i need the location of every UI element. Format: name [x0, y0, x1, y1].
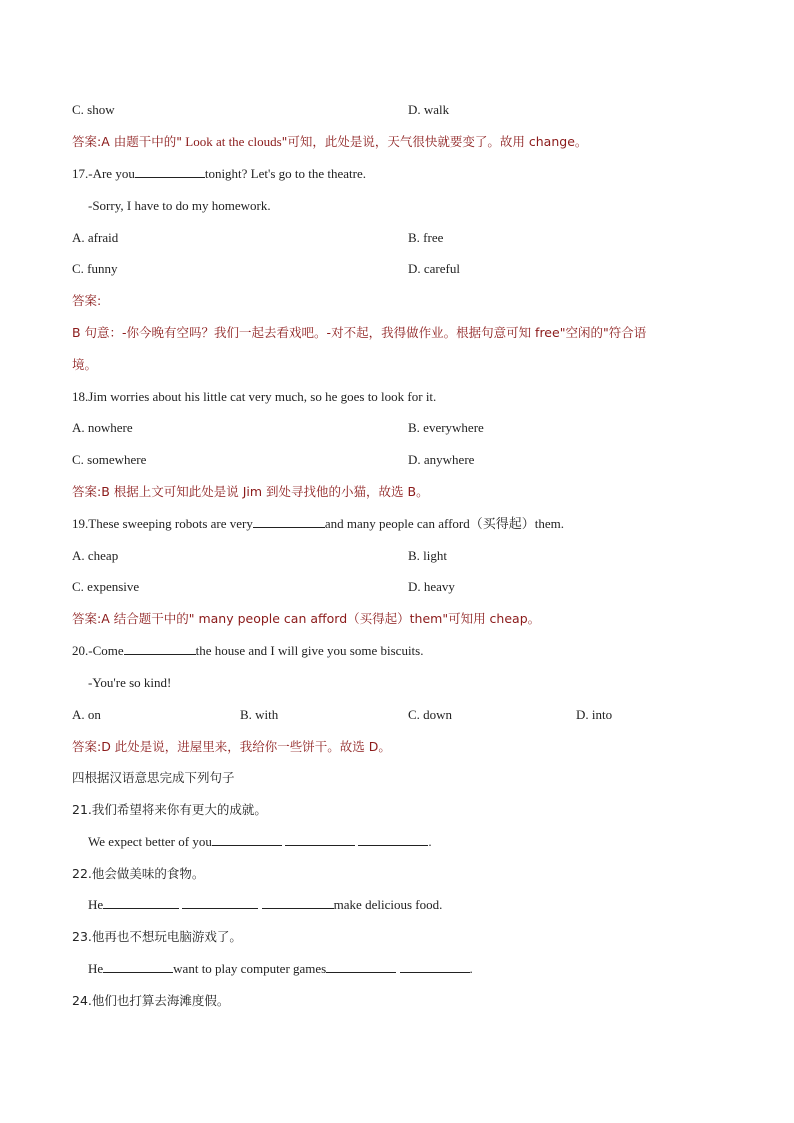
- option-d-q17: D. careful: [408, 261, 460, 276]
- option-a-q17: A. afraid: [72, 230, 119, 245]
- question-23-english: [88, 960, 473, 978]
- q17-blank: [135, 165, 205, 178]
- option-d-q18: D. anywhere: [408, 452, 475, 467]
- q17-stem-end: tonight? Let's go to the theatre.: [204, 166, 367, 181]
- option-c-q18: C. somewhere: [72, 452, 147, 467]
- question-23-chinese: 23.他再也不想玩电脑游戏了。: [72, 929, 242, 944]
- answer-q20: 答案:D 此处是说，进屋里来，我给你一些饼干。故选 D。: [72, 739, 391, 754]
- option-c-q19: C. expensive: [72, 579, 140, 594]
- question-24-chinese: 24.他们也打算去海滩度假。: [72, 993, 230, 1008]
- option-b-q19: B. light: [408, 548, 448, 563]
- question-21-chinese: 21.我们希望将来你有更大的成就。: [72, 802, 267, 817]
- q22-blank-3: [262, 896, 334, 909]
- q22-blank-1: [103, 896, 179, 909]
- question-17-stem: [72, 165, 366, 183]
- option-d-q16: D. walk: [408, 102, 450, 117]
- question-21-english: [88, 833, 432, 851]
- answer-q17-label: 答案:: [72, 293, 102, 308]
- option-a-q19: A. cheap: [72, 548, 119, 563]
- option-d-q20: D. into: [576, 707, 613, 722]
- q23-en-start: He: [88, 961, 104, 976]
- answer-q16-quote: Look at the clouds: [182, 134, 282, 149]
- q20-stem-end: the house and I will give you some biscuits.: [195, 643, 424, 658]
- question-17-reply: -Sorry, I have to do my homework.: [88, 198, 271, 213]
- q21-en-start: We expect better of you: [88, 834, 212, 849]
- question-18-stem: 18.Jim worries about his little cat very much, so he goes to look for it.: [72, 389, 437, 404]
- option-d-q19: D. heavy: [408, 579, 455, 594]
- q22-blank-2: [182, 896, 258, 909]
- section-4-heading: 四根据汉语意思完成下列句子: [72, 770, 235, 785]
- q23-en-mid: want to play computer games: [173, 961, 327, 976]
- option-a-q20: A. on: [72, 707, 101, 722]
- question-22-chinese: 22.他会做美味的食物。: [72, 866, 205, 881]
- option-a-q18: A. nowhere: [72, 420, 133, 435]
- question-19-stem: [72, 515, 564, 533]
- option-c-q20: C. down: [408, 707, 453, 722]
- answer-q18: 答案:B 根据上文可知此处是说 Jim 到处寻找他的小猫，故选 B。: [72, 484, 429, 499]
- q21-blank-2: [285, 833, 355, 846]
- question-20-reply: -You're so kind!: [88, 675, 172, 690]
- q21-blank-3: [358, 833, 428, 846]
- question-20-stem: [72, 642, 423, 660]
- q21-blank-1: [212, 833, 282, 846]
- q22-en-end: make delicious food.: [333, 897, 443, 912]
- option-c-q17: C. funny: [72, 261, 118, 276]
- option-b-q18: B. everywhere: [408, 420, 484, 435]
- q23-en-end: .: [469, 961, 473, 976]
- q19-stem-end: and many people can afford（买得起）them.: [324, 516, 564, 531]
- q23-blank-1: [103, 960, 173, 973]
- answer-q17-line1: B 句意：-你今晚有空吗？我们一起去看戏吧。-对不起，我得做作业。根据句意可知 free"空闲的"符合语: [72, 325, 647, 340]
- q19-stem-start: 19.These sweeping robots are very: [72, 516, 253, 531]
- q23-blank-2: [326, 960, 396, 973]
- q20-blank: [124, 642, 196, 655]
- answer-q17-line2: 境。: [72, 357, 98, 372]
- q19-blank: [253, 515, 325, 528]
- answer-q16-prefix: 答案:A 由题干中的": [72, 134, 182, 149]
- q22-en-start: He: [88, 897, 104, 912]
- q23-blank-3: [400, 960, 470, 973]
- answer-q19: 答案:A 结合题干中的" many people can afford（买得起）them"可知用 cheap。: [72, 611, 541, 626]
- option-b-q20: B. with: [240, 707, 279, 722]
- q21-en-end: .: [428, 834, 432, 849]
- option-b-q17: B. free: [408, 230, 444, 245]
- answer-q16: [72, 133, 587, 151]
- q17-stem-start: 17.-Are you: [72, 166, 135, 181]
- q20-stem-start: 20.-Come: [72, 643, 124, 658]
- option-c-q16: C. show: [72, 102, 115, 117]
- question-22-english: [88, 896, 442, 914]
- answer-q16-suffix: "可知，此处是说，天气很快就要变了。故用 change。: [281, 134, 588, 149]
